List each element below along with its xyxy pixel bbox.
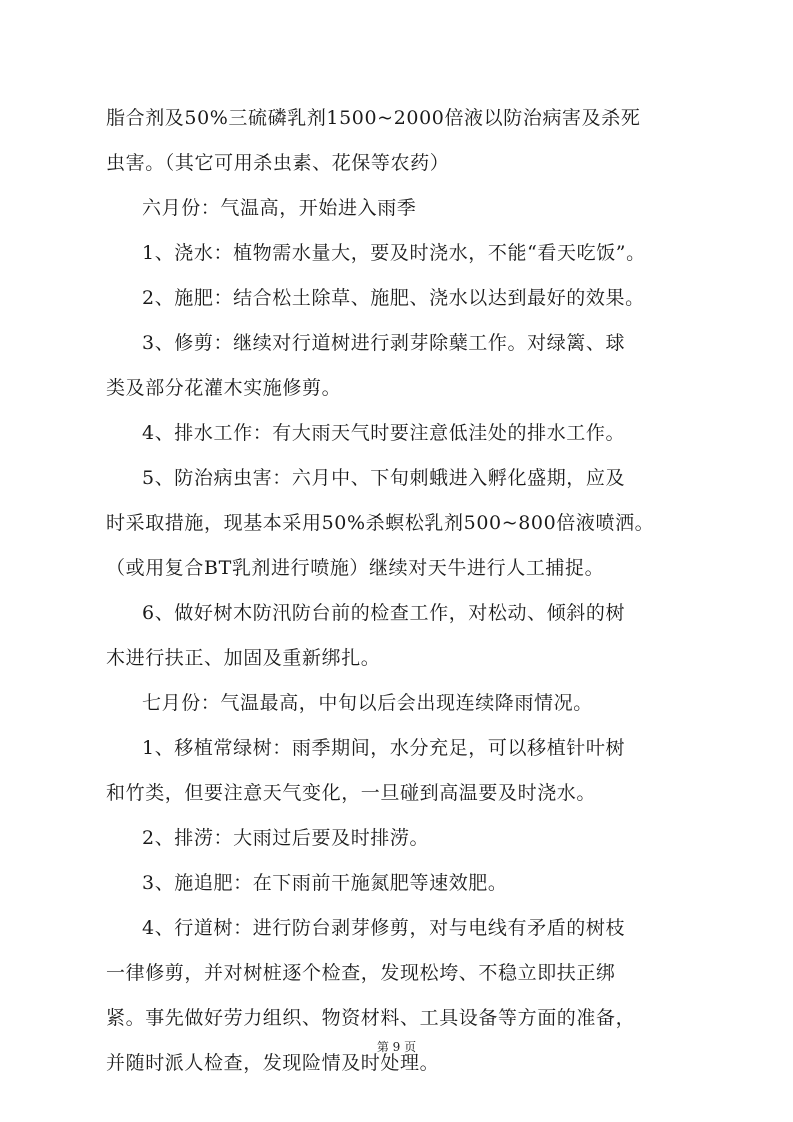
text-line: 木进行扶正、加固及重新绑扎。 xyxy=(106,647,381,669)
text-line: 脂合剂及50%三硫磷乳剂1500~2000倍液以防治病害及杀死 xyxy=(106,107,641,129)
text-line: 1、浇水：植物需水量大，要及时浇水，不能“看天吃饭”。 xyxy=(142,242,646,264)
text-line: 3、施追肥：在下雨前干施氮肥等速效肥。 xyxy=(142,872,508,894)
text-line: 类及部分花灌木实施修剪。 xyxy=(106,377,342,399)
text-line: 并随时派人检查，发现险情及时处理。 xyxy=(106,1052,440,1074)
text-line: 6、做好树木防汛防台前的检查工作，对松动、倾斜的树 xyxy=(142,602,626,624)
text-line: 2、排涝：大雨过后要及时排涝。 xyxy=(142,827,430,849)
text-line: （或用复合BT乳剂进行喷施）继续对天牛进行人工捕捉。 xyxy=(106,557,605,579)
text-line: 5、防治病虫害：六月中、下旬刺蛾进入孵化盛期，应及 xyxy=(142,467,626,489)
text-line: 和竹类，但要注意天气变化，一旦碰到高温要及时浇水。 xyxy=(106,782,597,804)
text-line: 紧。事先做好劳力组织、物资材料、工具设备等方面的准备， xyxy=(106,1007,636,1029)
text-line: 时采取措施，现基本采用50%杀螟松乳剂500~800倍液喷洒。 xyxy=(106,512,655,534)
text-line: 2、施肥：结合松土除草、施肥、浇水以达到最好的效果。 xyxy=(142,287,645,309)
document-body xyxy=(106,96,686,1086)
text-line: 4、行道树：进行防台剥芽修剪，对与电线有矛盾的树枝 xyxy=(142,917,626,939)
text-line: 3、修剪：继续对行道树进行剥芽除蘖工作。对绿篱、球 xyxy=(142,332,626,354)
text-line: 七月份：气温最高，中旬以后会出现连续降雨情况。 xyxy=(142,692,593,714)
text-line: 虫害。（其它可用杀虫素、花保等农药） xyxy=(106,152,450,174)
text-line: 一律修剪，并对树桩逐个检查，发现松垮、不稳立即扶正绑 xyxy=(106,962,616,984)
text-line: 4、排水工作：有大雨天气时要注意低洼处的排水工作。 xyxy=(142,422,626,444)
text-line: 1、移植常绿树：雨季期间，水分充足，可以移植针叶树 xyxy=(142,737,626,759)
text-line: 六月份：气温高，开始进入雨季 xyxy=(142,197,417,219)
page-number: 第 9 页 xyxy=(376,1040,417,1054)
